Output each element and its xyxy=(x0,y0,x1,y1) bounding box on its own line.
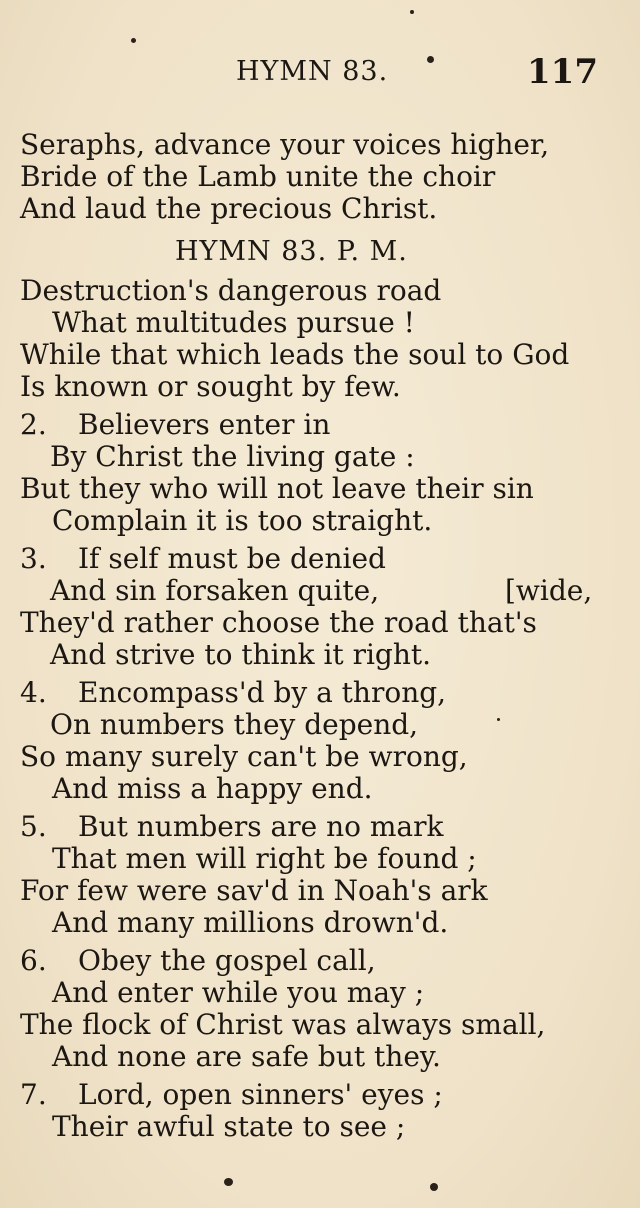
stanza-number: 5. xyxy=(20,810,47,843)
verse-line: Is known or sought by few. xyxy=(20,370,401,403)
turnover-word: [wide, xyxy=(505,574,593,607)
stanza-first-line xyxy=(20,944,376,978)
verse-line: Encompass'd by a throng, xyxy=(78,676,447,709)
verse-line: And none are safe but they. xyxy=(52,1040,441,1073)
ink-speck xyxy=(427,56,434,63)
verse-line: And enter while you may ; xyxy=(52,976,425,1009)
ink-speck xyxy=(410,10,414,14)
ink-speck xyxy=(430,1183,438,1191)
previous-hymn-line: Seraphs, advance your voices higher, xyxy=(20,128,550,161)
verse-line: And sin forsaken quite, xyxy=(50,574,380,607)
verse-line: Complain it is too straight. xyxy=(52,504,433,537)
verse-line: The flock of Christ was always small, xyxy=(20,1008,546,1041)
verse-line: Destruction's dangerous road xyxy=(20,274,442,307)
ink-speck xyxy=(497,718,500,721)
verse-line: They'd rather choose the road that's xyxy=(20,606,537,639)
verse-line: By Christ the living gate : xyxy=(50,440,415,473)
verse-line: And miss a happy end. xyxy=(52,772,373,805)
verse-line: Lord, open sinners' eyes ; xyxy=(78,1078,443,1111)
verse-line: But they who will not leave their sin xyxy=(20,472,534,505)
stanza-number: 2. xyxy=(20,408,47,441)
verse-line: While that which leads the soul to God xyxy=(20,338,570,371)
ink-speck xyxy=(131,38,136,43)
verse-line: Their awful state to see ; xyxy=(52,1110,406,1143)
previous-hymn-line: And laud the precious Christ. xyxy=(20,192,438,225)
verse-line: So many surely can't be wrong, xyxy=(20,740,468,773)
stanza-number: 6. xyxy=(20,944,47,977)
verse-line: For few were sav'd in Noah's ark xyxy=(20,874,488,907)
hymn-title: HYMN 83. P. M. xyxy=(175,236,408,267)
verse-line: That men will right be found ; xyxy=(52,842,477,875)
running-head xyxy=(0,52,640,96)
stanza-first-line xyxy=(20,408,330,442)
verse-line: And many millions drown'd. xyxy=(52,906,449,939)
stanza-first-line xyxy=(20,810,443,844)
stanza-first-line xyxy=(20,1078,443,1112)
page-number: 117 xyxy=(527,52,598,92)
stanza-number: 4. xyxy=(20,676,47,709)
previous-hymn-line: Bride of the Lamb unite the choir xyxy=(20,160,496,193)
verse-line: If self must be denied xyxy=(78,542,386,575)
stanza-first-line xyxy=(20,542,386,576)
verse-line: But numbers are no mark xyxy=(78,810,444,843)
verse-line: Obey the gospel call, xyxy=(78,944,376,977)
verse-line: What multitudes pursue ! xyxy=(52,306,415,339)
stanza-first-line xyxy=(20,676,446,710)
verse-line: Believers enter in xyxy=(78,408,331,441)
stanza-number: 3. xyxy=(20,542,47,575)
stanza-number: 7. xyxy=(20,1078,47,1111)
running-head-title: HYMN 83. xyxy=(236,56,389,87)
ink-speck xyxy=(224,1178,233,1186)
verse-line: On numbers they depend, xyxy=(50,708,419,741)
verse-line: And strive to think it right. xyxy=(50,638,432,671)
